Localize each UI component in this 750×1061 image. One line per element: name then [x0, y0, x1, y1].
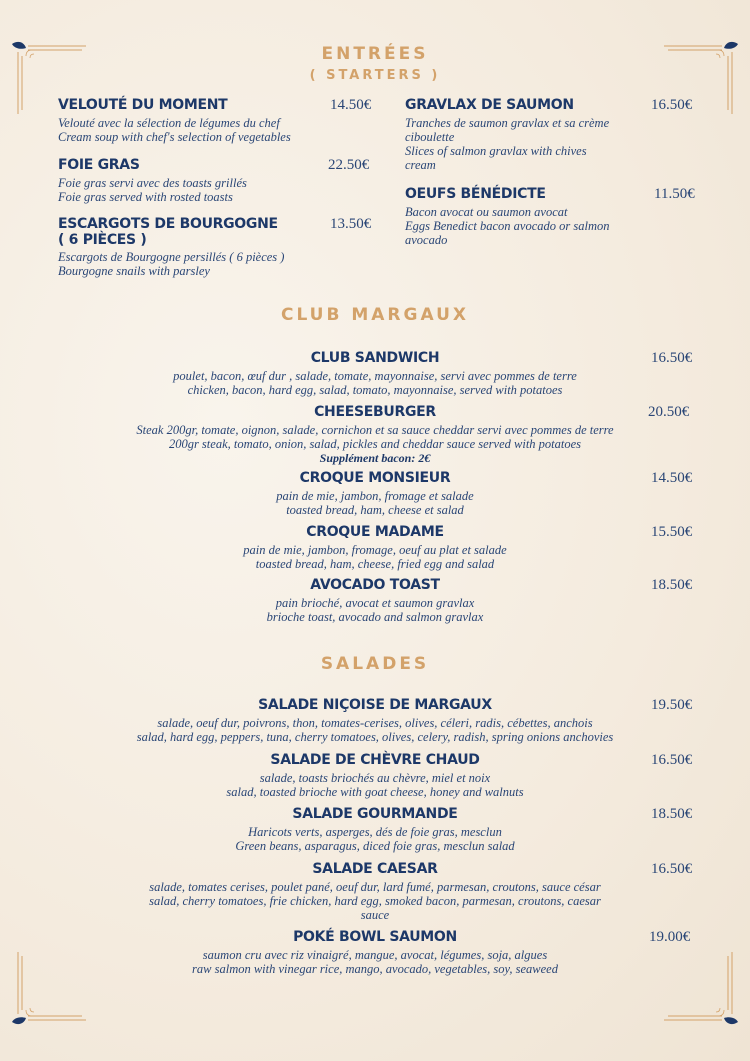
item-description: pain de mie, jambon, fromage et salade	[276, 489, 474, 503]
item-description-en: Slices of salmon gravlax with chives	[405, 144, 587, 158]
item-description: ciboulette	[405, 130, 455, 144]
item-description-en: toasted bread, ham, cheese et salad	[286, 503, 464, 517]
item-description-en: 200gr steak, tomato, onion, salad, pickles and cheddar sauce served with potatoes	[168, 437, 582, 451]
item-name: ESCARGOTS DE BOURGOGNE	[58, 216, 278, 232]
corner-ornament-bottom-right	[662, 950, 742, 1030]
item-price: 13.50€	[330, 216, 372, 232]
menu-item	[100, 929, 650, 976]
item-name: CHEESEBURGER	[314, 404, 436, 420]
item-description: Haricots verts, asperges, dés de foie gras, mesclun	[248, 825, 502, 839]
item-description-en: salad, cherry tomatoes, frie chicken, hard egg, smoked bacon, parmesan, croutons, caesar	[149, 894, 601, 908]
item-description-en: avocado	[405, 233, 448, 247]
item-description-en: Bourgogne snails with parsley	[58, 264, 210, 278]
item-description: salade, tomates cerises, poulet pané, oeuf dur, lard fumé, parmesan, croutons, sauce césar	[149, 880, 601, 894]
item-description: Tranches de saumon gravlax et sa crème	[405, 116, 610, 130]
menu-item	[100, 577, 650, 624]
menu-item	[405, 186, 640, 247]
item-price: 19.50€	[651, 697, 693, 713]
item-price: 15.50€	[651, 524, 693, 540]
item-description: salade, toasts briochés au chèvre, miel et noix	[259, 771, 491, 785]
item-description-en: Cream soup with chef's selection of vegetables	[58, 130, 291, 144]
menu-item	[100, 752, 650, 799]
item-name: POKÉ BOWL SAUMON	[293, 929, 457, 945]
menu-item	[100, 524, 650, 571]
item-price: 19.00€	[649, 929, 691, 945]
menu-item	[100, 470, 650, 517]
menu-item	[100, 806, 650, 853]
item-price: 16.50€	[651, 350, 693, 366]
menu-item	[100, 404, 650, 465]
item-price: 22.50€	[328, 157, 370, 173]
menu-item	[58, 216, 318, 278]
item-description-en: salad, hard egg, peppers, tuna, cherry tomatoes, olives, celery, radish, spring onions anchovies	[136, 730, 614, 744]
item-name-line2: ( 6 PIÈCES )	[58, 232, 147, 248]
item-description: Bacon avocat ou saumon avocat	[405, 205, 568, 219]
menu-item	[58, 97, 318, 144]
item-price: 20.50€	[648, 404, 690, 420]
item-name: CROQUE MONSIEUR	[299, 470, 451, 486]
item-description: poulet, bacon, œuf dur , salade, tomate, mayonnaise, servi avec pommes de terre	[173, 369, 577, 383]
item-description: Steak 200gr, tomate, oignon, salade, cornichon et sa sauce cheddar servi avec pommes de terre	[136, 423, 614, 437]
item-name: SALADE NIÇOISE DE MARGAUX	[258, 697, 492, 713]
item-description-en: cream	[405, 158, 436, 172]
item-name: SALADE DE CHÈVRE CHAUD	[270, 752, 480, 768]
item-name: VELOUTÉ DU MOMENT	[58, 97, 228, 113]
item-description-en: Foie gras served with rosted toasts	[58, 190, 233, 204]
item-name: CROQUE MADAME	[306, 524, 444, 540]
item-description-en: brioche toast, avocado and salmon gravlax	[266, 610, 484, 624]
item-description-en: toasted bread, ham, cheese, fried egg and salad	[255, 557, 495, 571]
item-price: 18.50€	[651, 806, 693, 822]
item-description: pain brioché, avocat et saumon gravlax	[275, 596, 475, 610]
item-description-en: Eggs Benedict bacon avocado or salmon	[405, 219, 610, 233]
item-name: FOIE GRAS	[58, 157, 140, 173]
salades-title: SALADES	[320, 654, 430, 674]
item-name: AVOCADO TOAST	[310, 577, 440, 593]
menu-item	[100, 861, 650, 922]
item-name: CLUB SANDWICH	[310, 350, 440, 366]
item-description: Velouté avec la sélection de légumes du chef	[58, 116, 280, 130]
item-description: salade, oeuf dur, poivrons, thon, tomates-cerises, olives, céleri, radis, cébettes, anchois	[157, 716, 593, 730]
item-name: OEUFS BÉNÉDICTE	[405, 186, 546, 202]
menu-item	[100, 697, 650, 744]
menu-item	[100, 350, 650, 397]
item-price: 14.50€	[651, 470, 693, 486]
menu-item	[405, 97, 640, 172]
item-price: 16.50€	[651, 97, 693, 113]
item-price: 16.50€	[651, 752, 693, 768]
item-name: GRAVLAX DE SAUMON	[405, 97, 574, 113]
item-price: 16.50€	[651, 861, 693, 877]
club-title: CLUB MARGAUX	[280, 305, 470, 325]
item-description: Escargots de Bourgogne persillés ( 6 pièces )	[58, 250, 285, 264]
item-name: SALADE GOURMANDE	[292, 806, 458, 822]
menu-item	[58, 157, 318, 204]
item-name: SALADE CAESAR	[312, 861, 438, 877]
item-description-en: sauce	[360, 908, 390, 922]
item-description-en: Green beans, asparagus, diced foie gras, mesclun salad	[235, 839, 515, 853]
item-supplement: Supplément bacon: 2€	[319, 451, 431, 465]
entrees-title: ENTRÉES	[321, 44, 429, 64]
item-description: pain de mie, jambon, fromage, oeuf au plat et salade	[243, 543, 507, 557]
item-description: Foie gras servi avec des toasts grillés	[58, 176, 247, 190]
corner-ornament-bottom-left	[8, 950, 88, 1030]
item-price: 18.50€	[651, 577, 693, 593]
item-description-en: chicken, bacon, hard egg, salad, tomato, mayonnaise, served with potatoes	[187, 383, 563, 397]
item-description: saumon cru avec riz vinaigré, mangue, avocat, légumes, soja, algues	[202, 948, 548, 962]
item-description-en: raw salmon with vinegar rice, mango, avocado, vegetables, soy, seaweed	[192, 962, 558, 976]
item-description-en: salad, toasted brioche with goat cheese, honey and walnuts	[226, 785, 524, 799]
entrees-subtitle: ( STARTERS )	[309, 68, 441, 83]
item-price: 11.50€	[654, 186, 695, 202]
item-price: 14.50€	[330, 97, 372, 113]
